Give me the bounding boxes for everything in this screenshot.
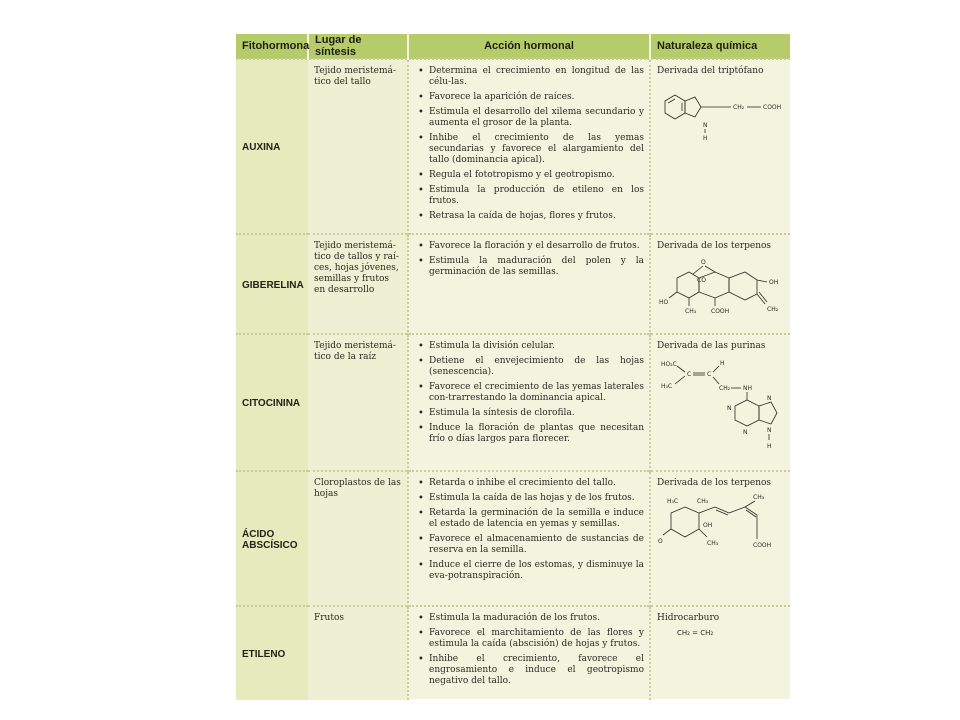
label-nh: NH <box>743 385 752 392</box>
action-item: • Estimula la síntesis de clorofila. <box>415 408 644 419</box>
hormone-actions <box>408 334 650 471</box>
nature-label: Derivada de los terpenos <box>657 241 772 251</box>
synthesis-place: Tejido meristemá-tico de tallos y raí-ces, hojas jóvenes, semillas y frutos en desarrollo <box>308 234 408 334</box>
hormone-actions <box>408 606 650 700</box>
action-item: • Inhibe el crecimiento de las yemas secundarias y favorece el alargamiento del tallo (dominancia apical). <box>415 133 644 166</box>
table-row-etileno <box>236 606 790 700</box>
action-item: • Inhibe el crecimiento, favorece el engrosamiento e induce el geotropismo negativo del tallo. <box>415 654 644 687</box>
hormone-name: CITOCININA <box>236 334 308 471</box>
gibberellin-structure-icon <box>657 256 789 318</box>
chemical-nature <box>650 59 790 234</box>
label-n4: N <box>767 427 772 434</box>
label-n1: N <box>767 395 772 402</box>
label-cooh: COOH <box>753 542 772 549</box>
table-header-row <box>236 34 790 59</box>
label-n2: N <box>727 405 732 412</box>
header-nature: Naturaleza química <box>650 34 790 59</box>
action-item: • Estimula la producción de etileno en los frutos. <box>415 185 644 207</box>
label-c2: C <box>707 371 712 378</box>
label-ho2c: HO₂C <box>661 361 677 368</box>
hormone-name: ETILENO <box>236 606 308 700</box>
zeatin-structure-icon <box>657 356 789 454</box>
chemical-nature <box>650 606 790 700</box>
hormone-actions <box>408 59 650 234</box>
hormone-actions <box>408 234 650 334</box>
label-h: H <box>720 360 725 367</box>
action-item: • Favorece la floración y el desarrollo de frutos. <box>415 241 644 252</box>
header-place: Lugar de síntesis <box>308 34 408 59</box>
action-item: • Retrasa la caída de hojas, flores y frutos. <box>415 211 644 222</box>
table-row-giberelina <box>236 234 790 334</box>
table-row-auxina <box>236 59 790 234</box>
action-item: • Induce el cierre de los estomas, y disminuye la eva-potranspiración. <box>415 560 644 582</box>
action-item: • Estimula la maduración del polen y la germinación de las semillas. <box>415 256 644 278</box>
label-c1: C <box>687 371 692 378</box>
label-ch3a: CH₃ <box>697 498 709 505</box>
nature-label: Derivada de las purinas <box>657 341 766 351</box>
label-ch2: CH₂ <box>767 306 779 313</box>
abscisic-acid-structure-icon <box>657 493 789 559</box>
label-oh: OH <box>769 279 779 286</box>
label-h3c: H₃C <box>661 383 673 390</box>
label-cooh: COOH <box>711 308 730 315</box>
table-row-acido-abscisico <box>236 471 790 606</box>
label-ch2: CH₂ <box>733 104 745 111</box>
action-item: • Favorece el crecimiento de las yemas laterales con-trarrestando la dominancia apical. <box>415 382 644 404</box>
label-co: CO <box>697 277 706 284</box>
synthesis-place: Frutos <box>308 606 408 700</box>
label-ch3: CH₃ <box>685 308 697 315</box>
header-action: Acción hormonal <box>408 34 650 59</box>
chemical-nature <box>650 334 790 471</box>
ethylene-formula: CH₂ = CH₂ <box>677 629 714 637</box>
action-item: • Retarda la germinación de la semilla e induce el estado de latencia en yemas y semillas. <box>415 508 644 530</box>
header-hormone: Fitohormona <box>236 34 308 59</box>
hormone-name: ÁCIDO ABSCÍSICO <box>236 471 308 606</box>
hormone-name: AUXINA <box>236 59 308 234</box>
table-row-citocinina <box>236 334 790 471</box>
label-ho: HO <box>659 299 669 306</box>
label-n: N <box>703 122 708 129</box>
hormone-table-page <box>236 34 790 699</box>
action-item: • Estimula la caída de las hojas y de los frutos. <box>415 493 644 504</box>
action-item: • Detiene el envejecimiento de las hojas (senescencia). <box>415 356 644 378</box>
action-item: • Regula el fototropismo y el geotropismo. <box>415 170 644 181</box>
synthesis-place: Cloroplastos de las hojas <box>308 471 408 606</box>
label-h3c: H₃C <box>667 498 679 505</box>
nature-label: Derivada de los terpenos <box>657 478 772 488</box>
label-o: O <box>658 538 663 545</box>
action-item: • Favorece el marchitamiento de las flores y estimula la caída (abscisión) de hojas y frutos. <box>415 628 644 650</box>
action-item: • Estimula el desarrollo del xilema secundario y aumenta el grosor de la planta. <box>415 107 644 129</box>
label-ch2: CH₂ <box>719 385 731 392</box>
label-ch3c: CH₃ <box>707 540 719 547</box>
label-o: O <box>701 259 706 266</box>
nature-label: Derivada del triptófano <box>657 66 764 76</box>
action-item: • Retarda o inhibe el crecimiento del tallo. <box>415 478 644 489</box>
label-h2: H <box>767 443 772 450</box>
action-item: • Determina el crecimiento en longitud de las célu-las. <box>415 66 644 88</box>
synthesis-place: Tejido meristemá-tico del tallo <box>308 59 408 234</box>
chemical-nature <box>650 234 790 334</box>
action-item: • Estimula la maduración de los frutos. <box>415 613 644 624</box>
indole-acetic-structure-icon <box>657 81 787 141</box>
hormone-actions <box>408 471 650 606</box>
action-item: • Induce la floración de plantas que necesitan frío o días largos para florecer. <box>415 423 644 445</box>
synthesis-place: Tejido meristemá-tico de la raíz <box>308 334 408 471</box>
phytohormone-table <box>236 34 790 700</box>
label-oh: OH <box>703 522 713 529</box>
chemical-nature <box>650 471 790 606</box>
action-item: • Estimula la división celular. <box>415 341 644 352</box>
nature-label: Hidrocarburo <box>657 613 720 623</box>
label-h: H <box>703 135 708 141</box>
label-cooh: COOH <box>763 104 782 111</box>
label-ch3b: CH₃ <box>753 494 765 501</box>
hormone-name: GIBERELINA <box>236 234 308 334</box>
action-item: • Favorece el almacenamiento de sustancias de reserva en la semilla. <box>415 534 644 556</box>
label-n3: N <box>743 429 748 436</box>
action-item: • Favorece la aparición de raíces. <box>415 92 644 103</box>
